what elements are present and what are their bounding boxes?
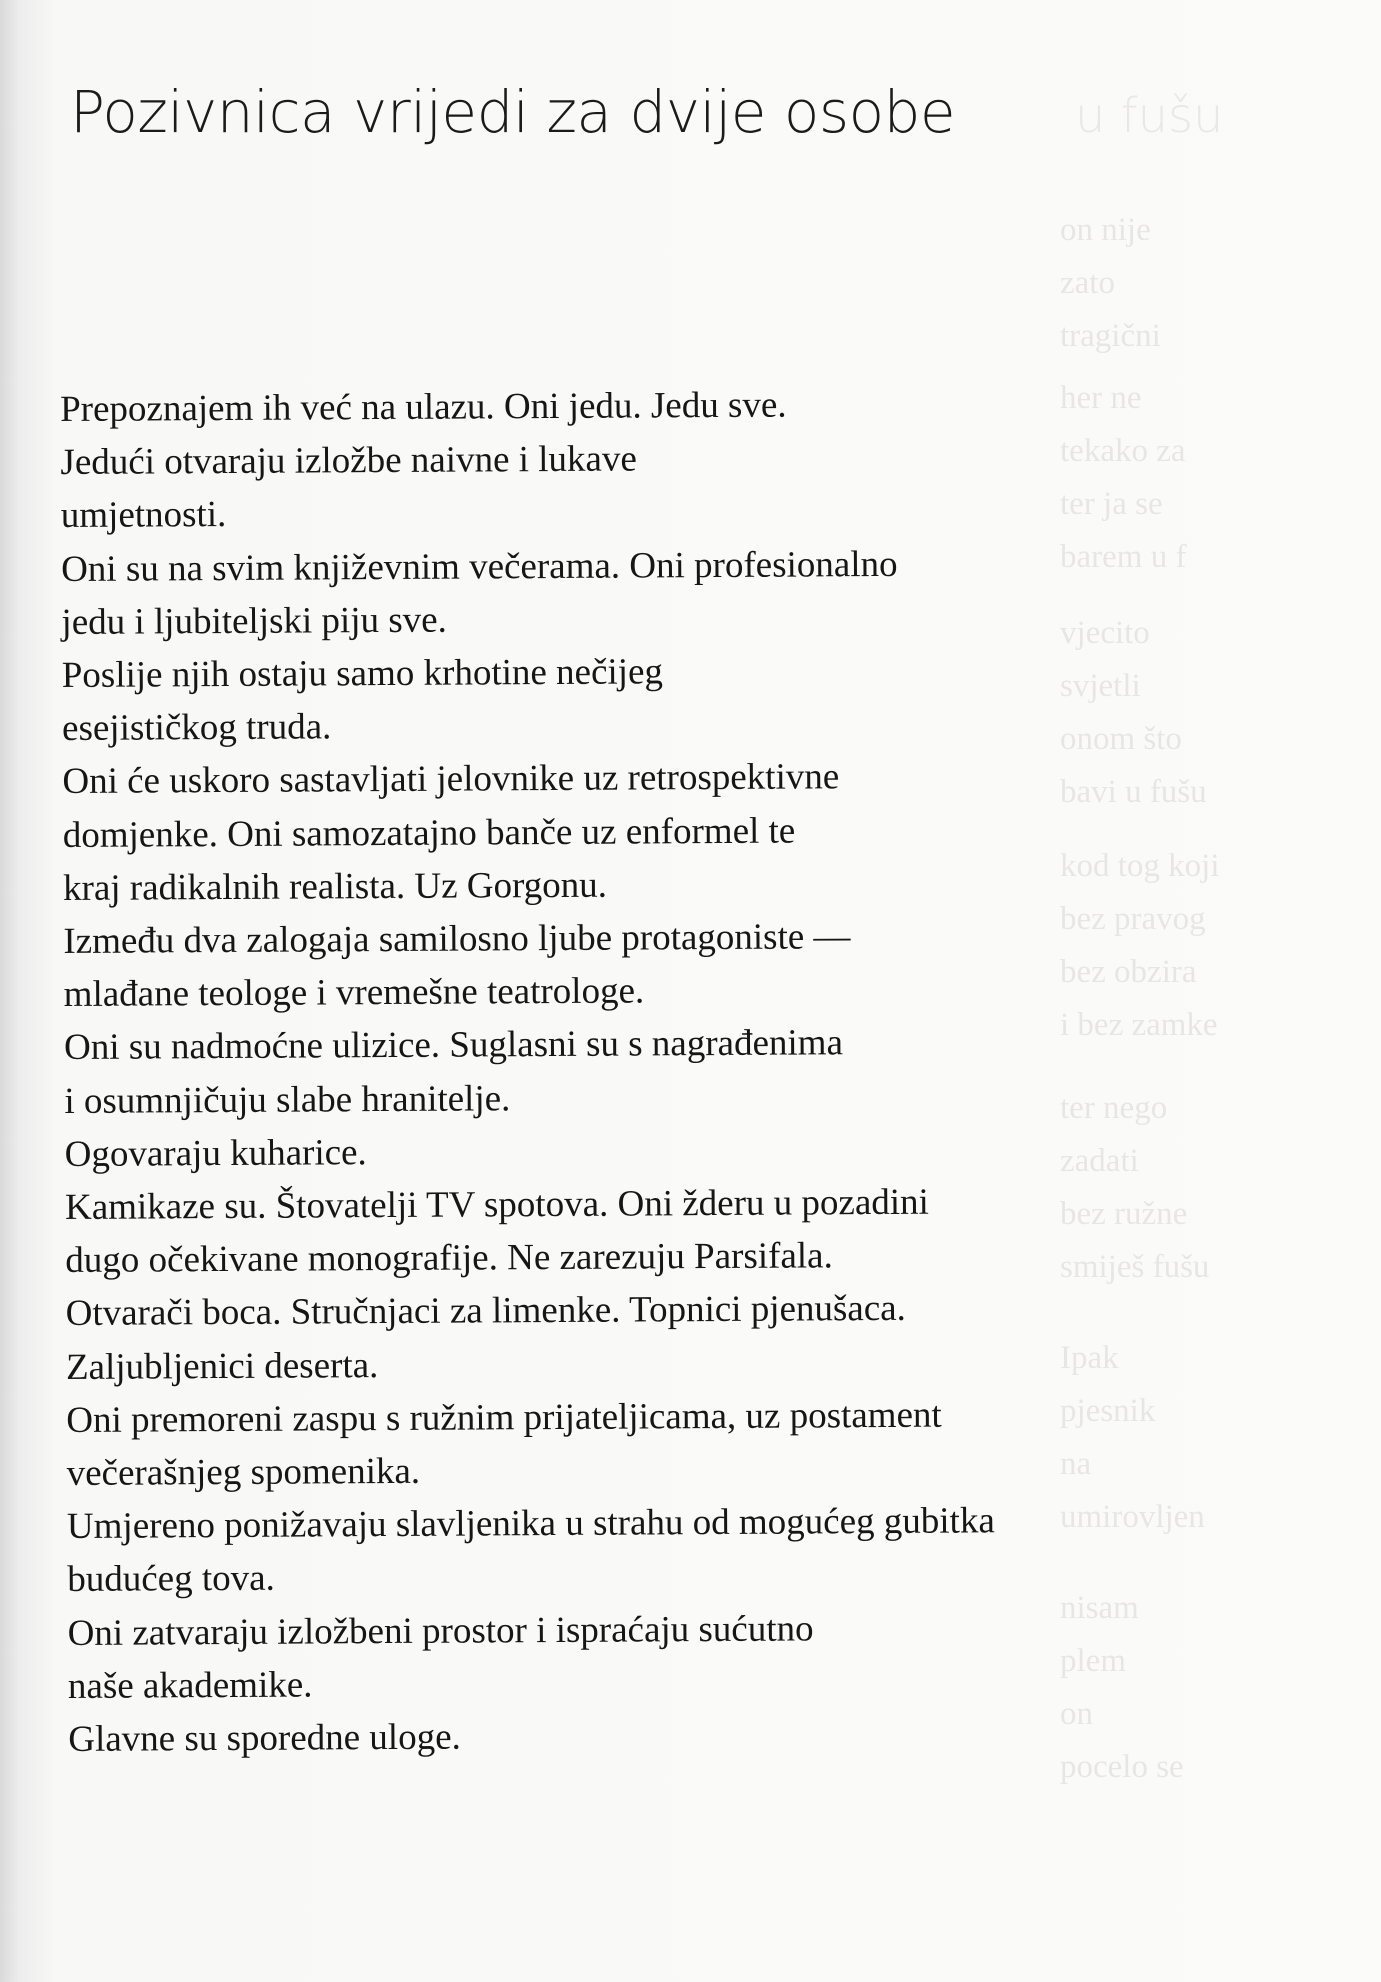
bleed-through-line: i bez zamke [1060,1007,1218,1043]
poem-line: domjenke. Oni samozatajno banče uz enformel te [62,810,796,856]
poem-line: Oni su na svim književnim večerama. Oni profesionalno [61,543,898,590]
bleed-through-line: ter ja se [1060,486,1163,522]
poem-line: Oni su nadmoćne ulizice. Suglasni su s nagrađenima [63,1022,844,1069]
bleed-through-line: Ipak [1060,1340,1119,1376]
bleed-through-line: plem [1060,1643,1126,1679]
bleed-through-line: bavi u fušu [1060,774,1207,810]
poem-line: budućeg tova. [67,1558,275,1601]
poem-line: umjetnosti. [60,494,227,537]
bleed-through-line: zadati [1060,1143,1139,1179]
bleed-through-line: svjetli [1060,668,1141,704]
poem-line: Oni zatvaraju izložbeni prostor i ispraćaju sućutno [67,1608,814,1654]
bleed-through-line: vjecito [1060,615,1150,651]
bleed-through-line: tekako za [1060,433,1186,469]
bleed-through-line: kod tog koji [1060,848,1220,884]
poem-line: večerašnjeg spomenika. [66,1450,421,1495]
poem-line: Između dva zalogaja samilosno ljube protagoniste — [63,916,851,963]
poem-line: Poslije njih ostaju samo krhotine nečijeg [61,651,664,697]
bleed-through-line: nisam [1060,1590,1139,1626]
bleed-through-line: barem u f [1060,539,1187,575]
bleed-through-line: bez pravog [1060,901,1206,937]
bleed-through-line: pjesnik [1060,1393,1156,1429]
poem-line: Oni će uskoro sastavljati jelovnike uz retrospektivne [62,756,840,803]
poem-line: Umjereno ponižavaju slavljenika u strahu od mogućeg gubitka [66,1500,995,1548]
bleed-through-line: pocelo se [1060,1749,1184,1785]
bleed-through-line: on nije [1060,212,1151,248]
bleed-through-line: tragični [1060,318,1161,354]
poem-line: naše akademike. [67,1664,313,1707]
bleed-through-line: smiješ fušu [1060,1249,1210,1285]
bleed-through-line: bez ružne [1060,1196,1188,1232]
bleed-through-line: bez obzira [1060,954,1197,990]
poem-line: Jedući otvaraju izložbe naivne i lukave [60,438,637,484]
bleed-through-line: ter nego [1060,1090,1168,1126]
poem-title: Pozivnica vrijedi za dvije osobe [70,78,956,146]
bleed-through-line: on [1060,1696,1093,1732]
bleed-through-title: u fušu [1075,88,1224,144]
poem-line: esejističkog truda. [61,706,332,750]
poem-line: Otvarači boca. Stručnjaci za limenke. Topnici pjenušaca. [65,1288,906,1335]
poem-line: kraj radikalnih realista. Uz Gorgonu. [62,864,608,909]
poem-line: dugo očekivane monografije. Ne zarezuju Parsifala. [65,1235,833,1282]
poem-line: Prepoznajem ih već na ulazu. Oni jedu. Jedu sve. [60,384,787,430]
bleed-through-line: umirovljen [1060,1499,1205,1535]
bleed-through-line: na [1060,1446,1092,1482]
poem-line: Oni premoreni zaspu s ružnim prijateljicama, uz postament [66,1394,942,1441]
poem-line: i osumnjičuju slabe hranitelje. [64,1077,511,1122]
bleed-through-line: her ne [1060,380,1142,416]
poem-line: mlađane teologe i vremešne teatrologe. [63,970,645,1016]
poem-line: Ogovaraju kuharice. [64,1131,367,1175]
poem-line: jedu i ljubiteljski piju sve. [61,599,447,643]
poem-body [60,376,1168,1766]
bleed-through-line: zato [1060,265,1115,301]
poem-line: Zaljubljenici deserta. [65,1344,379,1388]
poem-line: Glavne su sporedne uloge. [68,1716,461,1761]
poem-line: Kamikaze su. Štovatelji TV spotova. Oni žderu u pozadini [64,1181,930,1229]
bleed-through-line: onom što [1060,721,1182,757]
